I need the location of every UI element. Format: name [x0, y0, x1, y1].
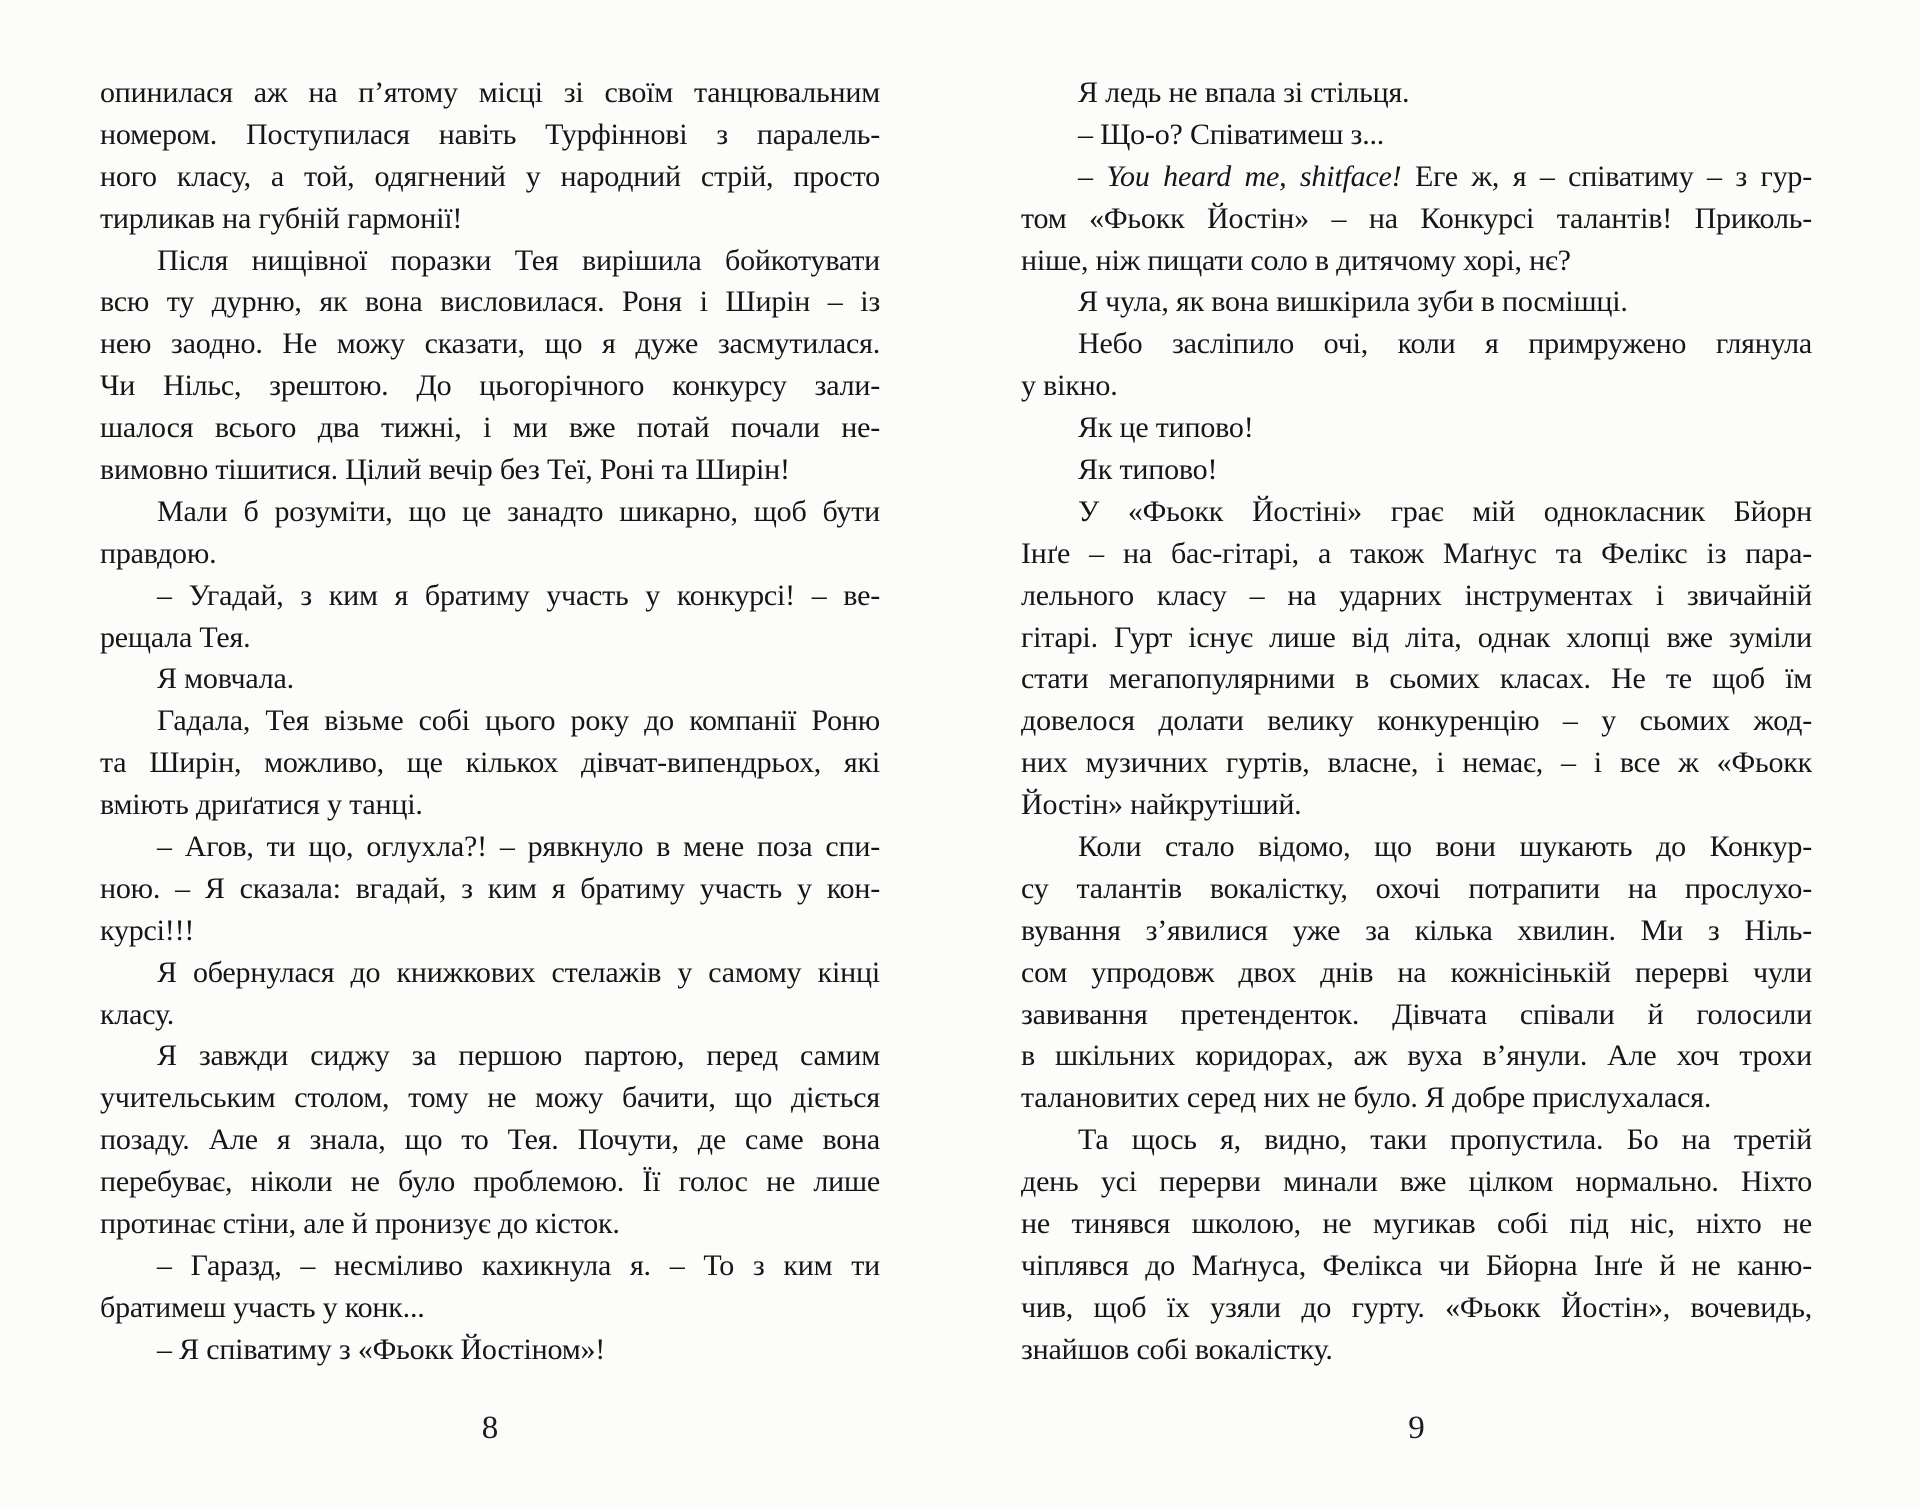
text-segment: You heard me, shitface!: [1106, 159, 1402, 193]
text-line: них музичних гуртів, власне, і немає, – і все ж «Фьокк: [1021, 746, 1812, 780]
text-line: Коли стало відомо, що вони шукають до Конкур-: [1078, 830, 1812, 864]
text-line: – Угадай, з ким я братиму участь у конкурсі! – ве-: [157, 578, 880, 612]
text-line: завивання претенденток. Дівчата співали й голосили: [1021, 997, 1812, 1031]
text-line: та Ширін, можливо, ще кількох дівчат-випендрьох, які: [100, 746, 880, 780]
text-line: Чи Нільс, зрештою. До цьогорічного конкурсу зали-: [100, 369, 880, 403]
text-line: Йостін» найкрутіший.: [1021, 788, 1302, 822]
text-line: всю ту дурню, як вона висловилася. Роня і Ширін – із: [100, 285, 880, 319]
text-line: Як типово!: [1078, 453, 1218, 487]
text-line: позаду. Але я знала, що то Тея. Почути, де саме вона: [100, 1123, 880, 1157]
text-line: Я завжди сиджу за першою партою, перед самим: [157, 1039, 880, 1073]
text-line: Я ледь не впала зі стільця.: [1078, 76, 1410, 109]
text-line: братимеш участь у конк...: [100, 1290, 425, 1324]
page-left-text: [100, 72, 880, 1371]
text-line: ного класу, а той, одягнений у народний стрій, просто: [100, 159, 880, 193]
text-line: Небо засліпило очі, коли я примружено глянула: [1078, 327, 1812, 361]
text-line: вимовно тішитися. Цілий вечір без Теї, Роні та Ширін!: [100, 453, 790, 487]
text-line: перебуває, ніколи не було проблемою. Її голос не лише: [100, 1165, 880, 1199]
text-line: – Що-о? Співатимеш з...: [1078, 117, 1385, 151]
text-segment: –: [1078, 159, 1107, 193]
text-line: – Я співатиму з «Фьокк Йостіном»!: [157, 1332, 606, 1366]
text-line: класу.: [100, 997, 175, 1031]
text-line: протинає стіни, але й пронизує до кісток.: [100, 1207, 620, 1241]
text-line: Я мовчала.: [157, 662, 294, 696]
text-line: Та щось я, видно, таки пропустила. Бо на третій: [1078, 1123, 1812, 1157]
text-line: су талантів вокалістку, охочі потрапити на прослухо-: [1021, 871, 1812, 905]
text-line: в шкільних коридорах, аж вуха в’янули. Але хоч трохи: [1021, 1039, 1812, 1073]
text-line: Мали б розуміти, що це занадто шикарно, щоб бути: [157, 494, 880, 528]
text-line: лельного класу – на ударних інструментах і звичайній: [1021, 578, 1812, 612]
text-line: том «Фьокк Йостін» – на Конкурсі талантів! Приколь-: [1021, 201, 1812, 235]
text-line: ніше, ніж пищати соло в дитячому хорі, нє?: [1021, 243, 1571, 277]
text-line: довелося долати велику конкуренцію – у сьомих жод-: [1021, 704, 1812, 738]
text-line: – Агов, ти що, оглухла?! – рявкнуло в мене поза спи-: [157, 830, 880, 864]
page-left: [100, 72, 880, 1371]
page-number-left: 8: [481, 1410, 499, 1446]
text-line: вміють дриґатися у танці.: [100, 788, 423, 822]
text-line: учительським столом, тому не можу бачити, що діється: [100, 1081, 880, 1115]
text-line: Я чула, як вона вишкірила зуби в посмішці.: [1078, 285, 1628, 319]
text-line: тирликав на губній гармонії!: [100, 201, 463, 235]
text-line: талановитих серед них не було. Я добре прислухалася.: [1021, 1081, 1712, 1115]
text-line: сом упродовж двох днів на кожнісінькій перерві чули: [1021, 955, 1812, 989]
page-right-text: [1021, 72, 1812, 1371]
text-line: день усі перерви минали вже цілком нормально. Ніхто: [1021, 1165, 1812, 1199]
text-line: правдою.: [100, 536, 217, 570]
text-line: Інґе – на бас-гітарі, а також Маґнус та Фелікс із пара-: [1021, 536, 1812, 570]
text-line: знайшов собі вокалістку.: [1021, 1332, 1333, 1366]
text-line: Після нищівної поразки Тея вирішила бойкотувати: [157, 243, 880, 277]
text-line: Як це типово!: [1078, 411, 1254, 445]
page-right: [1021, 72, 1812, 1371]
text-line: рещала Тея.: [100, 620, 251, 654]
text-line: У «Фьокк Йостіні» грає мій однокласник Бйорн: [1078, 494, 1812, 528]
text-line: стати мегапопулярними в сьомих класах. Не те щоб їм: [1021, 662, 1812, 696]
text-line: [1021, 156, 1812, 198]
text-line: шалося всього два тижні, і ми вже потай почали не-: [100, 411, 880, 445]
text-line: ною. – Я сказала: вгадай, з ким я братиму участь у кон-: [100, 871, 880, 905]
text-line: вування з’явилися уже за кілька хвилин. Ми з Ніль-: [1021, 913, 1812, 947]
text-line: чіплявся до Маґнуса, Фелікса чи Бйорна Інґе й не каню-: [1021, 1248, 1812, 1282]
text-line: не тинявся школою, не мугикав собі під ніс, ніхто не: [1021, 1207, 1812, 1241]
text-line: Я обернулася до книжкових стелажів у самому кінці: [157, 955, 880, 989]
text-line: курсі!!!: [100, 913, 195, 947]
text-line: у вікно.: [1021, 369, 1118, 403]
text-line: Гадала, Тея візьме собі цього року до компанії Роню: [157, 704, 880, 738]
text-segment: Еге ж, я – співатиму – з гур-: [1401, 159, 1812, 193]
text-line: нею заодно. Не можу сказати, що я дуже засмутилася.: [100, 327, 880, 361]
text-line: – Гаразд, – несміливо кахикнула я. – То з ким ти: [157, 1248, 880, 1282]
page-number-right: 9: [1408, 1410, 1425, 1446]
text-line: чив, щоб їх узяли до гурту. «Фьокк Йостін», вочевидь,: [1021, 1290, 1812, 1324]
text-line: опинилася аж на п’ятому місці зі своїм танцювальним: [100, 76, 880, 109]
text-line: номером. Поступилася навіть Турфіннові з паралель-: [100, 117, 880, 151]
text-line: гітарі. Гурт існує лише від літа, однак хлопці вже зуміли: [1021, 620, 1812, 654]
